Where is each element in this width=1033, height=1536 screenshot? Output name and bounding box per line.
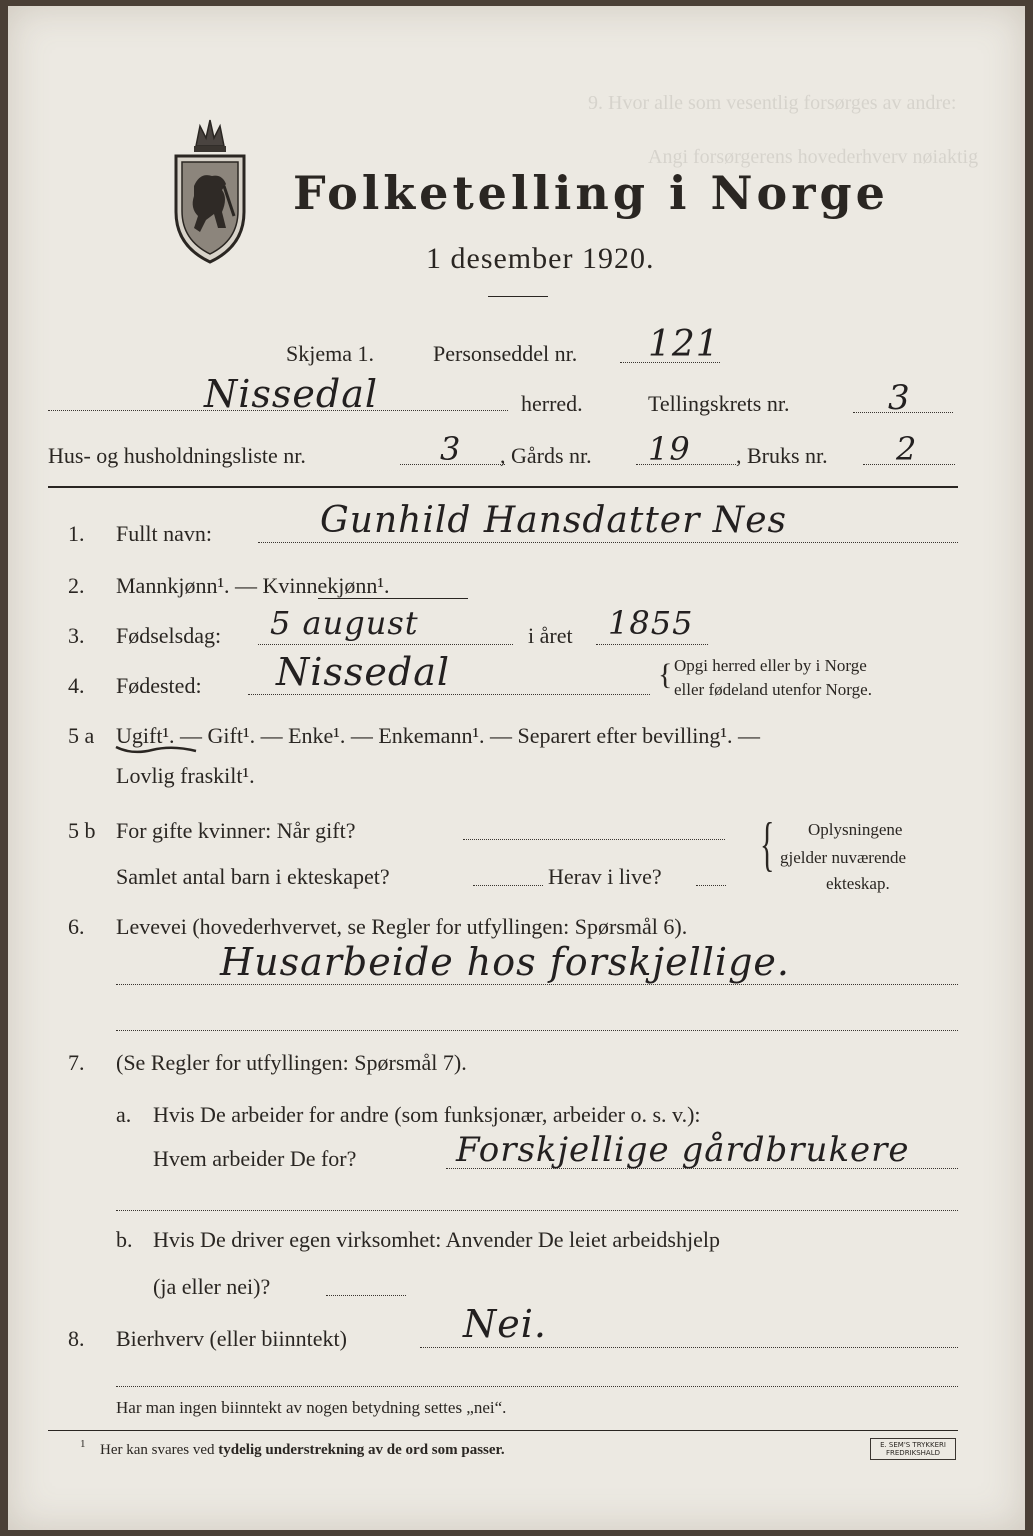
birthday-field-line <box>258 644 513 645</box>
q3-label: Fødselsdag: <box>116 623 222 648</box>
occupation-value: Husarbeide hos forskjellige. <box>220 940 790 984</box>
q4-number: 4. <box>68 673 85 698</box>
q7b-number: b. <box>116 1227 133 1252</box>
q5b-number: 5 b <box>68 818 96 843</box>
children-total-field-line <box>473 885 543 886</box>
printer-stamp: E. SEM'S TRYKKERI FREDRIKSHALD <box>870 1438 956 1460</box>
children-alive-label: Herav i live? <box>548 864 662 889</box>
occupation-field-line <box>116 984 958 985</box>
q1-label: Fullt navn: <box>116 521 212 546</box>
bracket: { <box>658 658 673 691</box>
gards-label: , Gårds nr. <box>500 443 592 468</box>
footnote-text <box>100 1442 505 1459</box>
gender-options: Mannkjønn¹. — Kvinnekjønn¹. <box>116 573 390 598</box>
q4-label: Fødested: <box>116 673 202 698</box>
footnote-bold: tydelig understrekning av de ord som passer. <box>218 1442 505 1458</box>
census-form <box>8 6 1025 1530</box>
header-rule <box>48 486 958 488</box>
coat-of-arms-icon <box>168 116 252 266</box>
footnote-rule <box>48 1430 958 1431</box>
personseddel-value: 121 <box>648 324 720 365</box>
q3-number: 3. <box>68 623 85 648</box>
occupation-field-line-2 <box>116 1030 958 1031</box>
hired-help-field-line <box>326 1295 406 1296</box>
divider <box>488 296 548 297</box>
hus-label: Hus- og husholdningsliste nr. <box>48 443 306 468</box>
bruks-value: 2 <box>896 430 918 468</box>
married-when-label: For gifte kvinner: Når gift? <box>116 818 356 843</box>
q8-number: 8. <box>68 1326 85 1351</box>
bleed-through-text: Angi forsørgerens hovederhverv nøiaktig <box>648 146 979 168</box>
q7-number: 7. <box>68 1050 85 1075</box>
tellingskrets-value: 3 <box>888 378 911 418</box>
q7-label: (Se Regler for utfyllingen: Spørsmål 7). <box>116 1050 467 1075</box>
hus-value: 3 <box>440 430 462 468</box>
married-when-field-line <box>463 839 725 840</box>
q6-number: 6. <box>68 914 85 939</box>
form-date: 1 desember 1920. <box>426 242 655 275</box>
tellingskrets-label: Tellingskrets nr. <box>648 391 790 416</box>
birthplace-note-1: Opgi herred eller by i Norge <box>674 656 867 675</box>
marital-status-options-2: Lovlig fraskilt¹. <box>116 763 255 788</box>
bruks-label: , Bruks nr. <box>736 443 828 468</box>
birthplace-note-2: eller fødeland utenfor Norge. <box>674 680 872 699</box>
gender-underline <box>318 598 468 599</box>
q5a-number: 5 a <box>68 723 95 748</box>
q2-number: 2. <box>68 573 85 598</box>
marriage-note-2: gjelder nuværende <box>780 848 907 867</box>
marriage-note-1: Oplysningene <box>808 820 903 839</box>
birthday-value: 5 august <box>270 604 419 642</box>
full-name-value: Gunhild Hansdatter Nes <box>320 500 788 541</box>
birth-year-value: 1855 <box>608 604 694 642</box>
bleed-through-text: 9. Hvor alle som vesentlig forsørges av andre: <box>588 92 957 114</box>
children-alive-field-line <box>696 885 726 886</box>
q7a-number: a. <box>116 1102 132 1127</box>
bracket: { <box>760 811 775 877</box>
form-title: Folketelling i Norge <box>293 166 889 220</box>
employer-value: Forskjellige gårdbrukere <box>456 1130 910 1170</box>
marriage-note-3: ekteskap. <box>826 874 890 893</box>
herred-value: Nissedal <box>204 372 379 416</box>
q1-number: 1. <box>68 521 85 546</box>
side-income-instruction: Har man ingen biinntekt av nogen betydning settes „nei“. <box>116 1398 507 1417</box>
gards-value: 19 <box>648 430 691 468</box>
children-total-label: Samlet antal barn i ekteskapet? <box>116 864 390 889</box>
employer-field-line <box>446 1168 958 1169</box>
employer-label: Hvem arbeider De for? <box>153 1146 357 1171</box>
q7a-line1: Hvis De arbeider for andre (som funksjonær, arbeider o. s. v.): <box>153 1102 701 1127</box>
side-income-field-line <box>420 1347 958 1348</box>
birthplace-value: Nissedal <box>276 650 451 694</box>
side-income-value: Nei. <box>463 1302 547 1346</box>
footnote-marker: 1 <box>80 1438 86 1450</box>
footnote-pre: Her kan svares ved <box>100 1442 215 1458</box>
q1-field-line <box>258 542 958 543</box>
marital-status-options: Ugift¹. — Gift¹. — Enke¹. — Enkemann¹. — Separert efter bevilling¹. — <box>116 723 760 748</box>
birthplace-field-line <box>248 694 650 695</box>
q7b-line1: Hvis De driver egen virksomhet: Anvender De leiet arbeidshjelp <box>153 1227 720 1252</box>
hired-help-label: (ja eller nei)? <box>153 1274 271 1299</box>
herred-label: herred. <box>521 391 583 416</box>
occupation-label: Levevei (hovederhvervet, se Regler for utfyllingen: Spørsmål 6). <box>116 914 688 939</box>
personseddel-label: Personseddel nr. <box>433 341 578 366</box>
year-label: i året <box>528 623 573 648</box>
side-income-field-line-2 <box>116 1386 958 1387</box>
year-field-line <box>596 644 708 645</box>
marital-status-underline <box>112 743 202 757</box>
side-income-label: Bierhverv (eller biinntekt) <box>116 1326 347 1351</box>
employer-field-line-2 <box>116 1210 958 1211</box>
skjema-label: Skjema 1. <box>286 341 374 366</box>
